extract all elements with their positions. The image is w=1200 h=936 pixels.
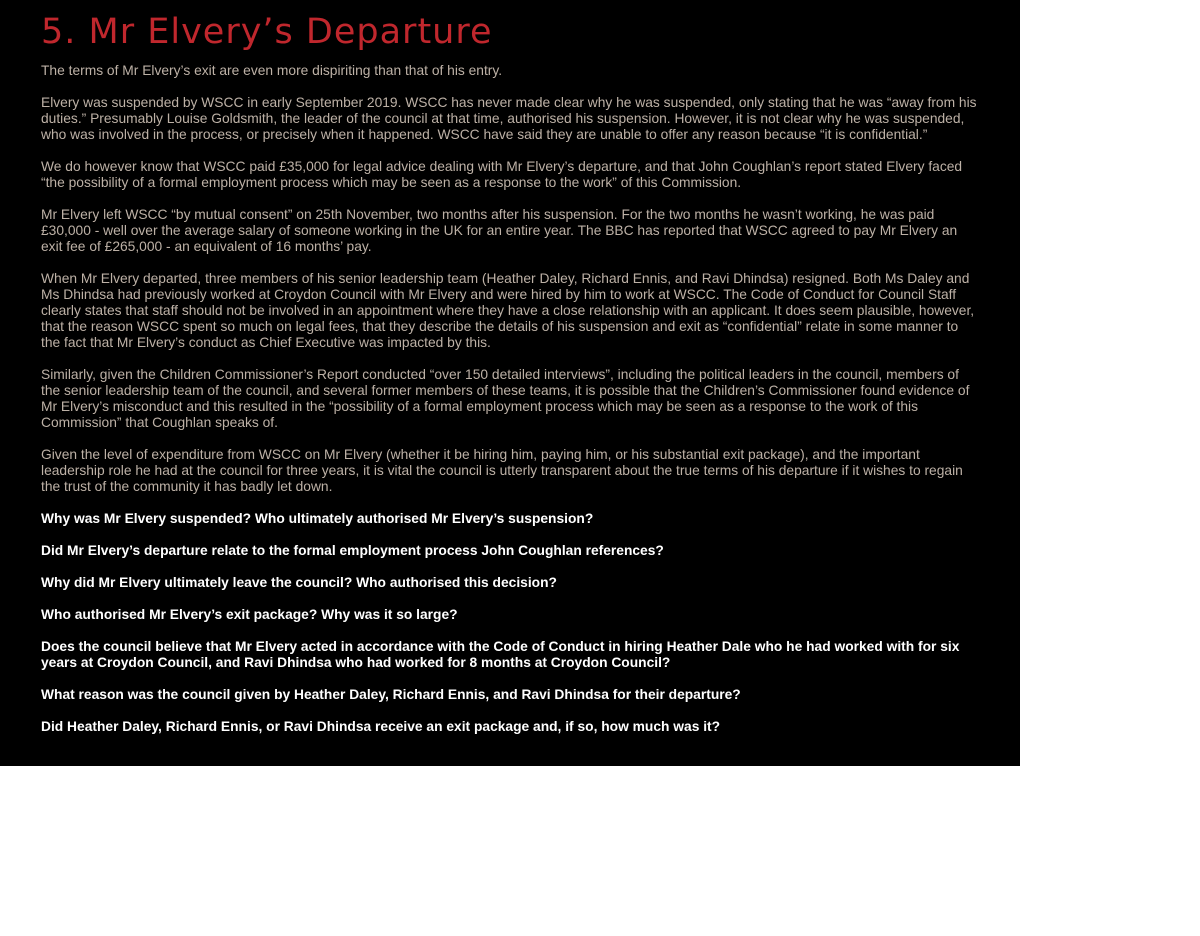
question-1: Why was Mr Elvery suspended? Who ultimately authorised Mr Elvery’s suspension? [41,511,594,526]
paragraph-5: When Mr Elvery departed, three members of his senior leadership team (Heather Daley, Richard Ennis, and Ravi Dhindsa) resigned. Both Ms Daley and Ms Dhindsa had previously worked at Croydon Council with Mr Elvery and were hired by him to work at WSCC. The Code of Conduct for Council Staff clearly states that staff should not be involved in an appointment where they have a close relationship with an applicant. It does seem plausible, however, that the reason WSCC spent so much on legal fees, that they describe the details of his suspension and exit as “confidential” relate in some manner to the fact that Mr Elvery’s conduct as Chief Executive was impacted by this. [41,271,975,350]
paragraph-4: Mr Elvery left WSCC “by mutual consent” on 25th November, two months after his suspension. For the two months he wasn’t working, he was paid £30,000 - well over the average salary of someone working in the UK for an entire year. The BBC has reported that WSCC agreed to pay Mr Elvery an exit fee of £265,000 - an equivalent of 16 months’ pay. [41,207,958,254]
document-content [41,10,981,751]
paragraph-3: We do however know that WSCC paid £35,000 for legal advice dealing with Mr Elvery’s departure, and that John Coughlan’s report stated Elvery faced “the possibility of a formal employment process which may be seen as a response to the work” of this Commission. [41,159,963,190]
question-2: Did Mr Elvery’s departure relate to the formal employment process John Coughlan references? [41,543,664,558]
question-7: Did Heather Daley, Richard Ennis, or Ravi Dhindsa receive an exit package and, if so, how much was it? [41,719,721,734]
question-5: Does the council believe that Mr Elvery acted in accordance with the Code of Conduct in hiring Heather Dale who he had worked with for six years at Croydon Council, and Ravi Dhindsa who had worked for 8 months at Croydon Council? [41,639,960,670]
question-4: Who authorised Mr Elvery’s exit package? Why was it so large? [41,607,458,622]
paragraph-1: The terms of Mr Elvery’s exit are even more dispiriting than that of his entry. [41,63,503,78]
paragraph-6: Similarly, given the Children Commissioner’s Report conducted “over 150 detailed interviews”, including the political leaders in the council, members of the senior leadership team of the council, and several former members of these teams, it is possible that the Children’s Commissioner found evidence of Mr Elvery’s misconduct and this resulted in the “possibility of a formal employment process which may be seen as a response to the work of this Commission” that Coughlan speaks of. [41,367,970,430]
paragraph-2: Elvery was suspended by WSCC in early September 2019. WSCC has never made clear why he was suspended, only stating that he was “away from his duties.” Presumably Louise Goldsmith, the leader of the council at that time, authorised his suspension. However, it is not clear why he was suspended, who was involved in the process, or precisely when it happened. WSCC have said they are unable to offer any reason because “it is confidential.” [41,95,977,142]
section-title: 5. Mr Elvery’s Departure [41,12,493,52]
question-3: Why did Mr Elvery ultimately leave the council? Who authorised this decision? [41,575,557,590]
question-list [41,511,981,735]
paragraph-7: Given the level of expenditure from WSCC on Mr Elvery (whether it be hiring him, paying him, or his substantial exit package), and the important leadership role he had at the council for three years, it is vital the council is utterly transparent about the true terms of his departure if it wishes to regain the trust of the community it has badly let down. [41,447,963,494]
body-paragraphs [41,63,981,495]
question-6: What reason was the council given by Heather Daley, Richard Ennis, and Ravi Dhindsa for their departure? [41,687,741,702]
